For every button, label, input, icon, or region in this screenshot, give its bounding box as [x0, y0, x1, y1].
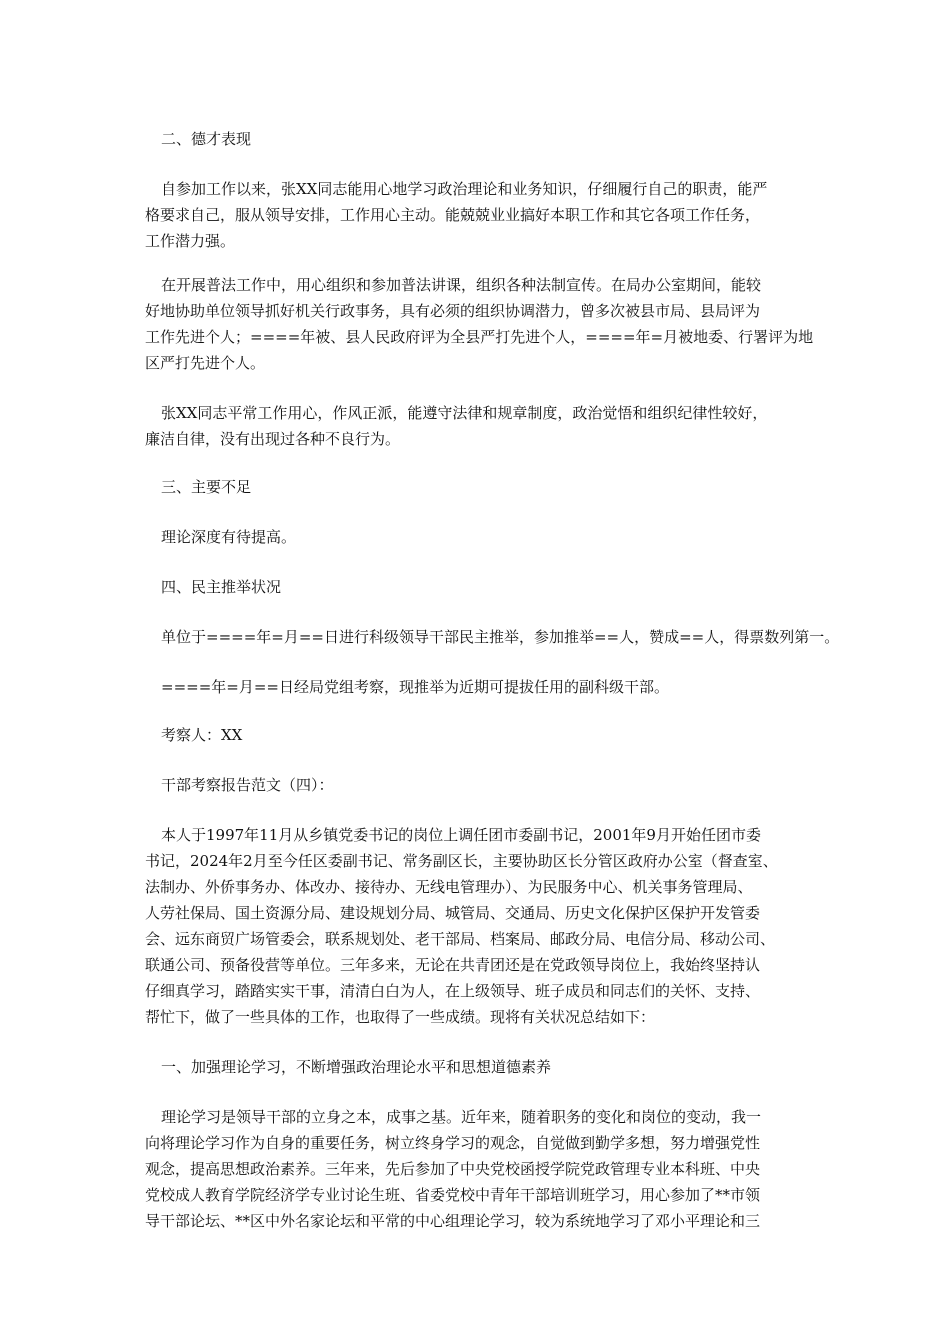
paragraph-8-line: 书记，2024年2月至今任区委副书记、常务副区长，主要协助区长分管区政府办公室（督查室、: [145, 852, 778, 870]
paragraph-8-line: 帮忙下，做了一些具体的工作，也取得了一些成绩。现将有关状况总结如下：: [145, 1008, 656, 1026]
heading-xuexi: 一、加强理论学习，不断增强政治理论水平和思想道德素养: [161, 1058, 552, 1076]
paragraph-8: [145, 822, 805, 1030]
heading-buzu: 三、主要不足: [161, 478, 252, 496]
paragraph-3-line: 廉洁自律，没有出现过各种不良行为。: [145, 430, 401, 448]
heading-fanwen: 干部考察报告范文（四）：: [161, 776, 334, 794]
heading-decai: 二、德才表现: [161, 130, 252, 148]
heading-tuiju: 四、民主推举状况: [161, 578, 282, 596]
paragraph-2-line: 工作先进个人；====年被、县人民政府评为全县严打先进个人，====年=月被地委、行署评为地: [145, 328, 814, 346]
paragraph-9: [145, 1104, 805, 1234]
paragraph-2-line: 区严打先进个人。: [145, 354, 266, 372]
paragraph-2-line: 好地协助单位领导抓好机关行政事务，具有必须的组织协调潜力，曾多次被县市局、县局评为: [145, 302, 761, 320]
paragraph-5: 单位于====年=月==日进行科级领导干部民主推举，参加推举==人，赞成==人，得票数列第一。: [161, 628, 840, 646]
paragraph-9-line: 导干部论坛、**区中外名家论坛和平常的中心组理论学习，较为系统地学习了邓小平理论和三: [145, 1212, 761, 1230]
paragraph-8-line: 会、远东商贸广场管委会，联系规划处、老干部局、档案局、邮政分局、电信分局、移动公司、: [145, 930, 776, 948]
paragraph-3: [145, 400, 805, 452]
paragraph-9-line: 向将理论学习作为自身的重要任务，树立终身学习的观念，自觉做到勤学多想，努力增强党性: [145, 1134, 761, 1152]
paragraph-8-line: 联通公司、预备役营等单位。三年多来，无论在共青团还是在党政领导岗位上，我始终坚持认: [145, 956, 761, 974]
paragraph-8-line: 法制办、外侨事务办、体改办、接待办、无线电管理办）、为民服务中心、机关事务管理局、: [145, 878, 753, 896]
paragraph-8-line: 人劳社保局、国土资源分局、建设规划分局、城管局、交通局、历史文化保护区保护开发管委: [145, 904, 761, 922]
paragraph-2: [145, 272, 814, 376]
paragraph-9-line: 党校成人教育学院经济学专业讨论生班、省委党校中青年干部培训班学习，用心参加了**市领: [145, 1186, 761, 1204]
paragraph-7-inspector: 考察人：XX: [161, 726, 243, 744]
paragraph-1-line: 格要求自己，服从领导安排，工作用心主动。能兢兢业业搞好本职工作和其它各项工作任务，: [145, 206, 761, 224]
paragraph-8-line: 本人于1997年11月从乡镇党委书记的岗位上调任团市委副书记，2001年9月开始任团市委: [161, 826, 761, 844]
paragraph-2-line: 在开展普法工作中，用心组织和参加普法讲课，组织各种法制宣传。在局办公室期间，能较: [161, 276, 762, 294]
paragraph-1: [145, 176, 805, 254]
paragraph-1-line: 自参加工作以来，张XX同志能用心地学习政治理论和业务知识，仔细履行自己的职责，能严: [161, 180, 768, 198]
paragraph-6: ====年=月==日经局党组考察，现推举为近期可提拔任用的副科级干部。: [161, 678, 669, 696]
paragraph-9-line: 理论学习是领导干部的立身之本，成事之基。近年来，随着职务的变化和岗位的变动，我一: [161, 1108, 762, 1126]
paragraph-9-line: 观念，提高思想政治素养。三年来，先后参加了中央党校函授学院党政管理专业本科班、中央: [145, 1160, 761, 1178]
paragraph-4: 理论深度有待提高。: [161, 528, 297, 546]
paragraph-8-line: 仔细真学习，踏踏实实干事，清清白白为人，在上级领导、班子成员和同志们的关怀、支持、: [145, 982, 761, 1000]
paragraph-3-line: 张XX同志平常工作用心，作风正派，能遵守法律和规章制度，政治觉悟和组织纪律性较好，: [161, 404, 768, 422]
paragraph-1-line: 工作潜力强。: [145, 232, 236, 250]
